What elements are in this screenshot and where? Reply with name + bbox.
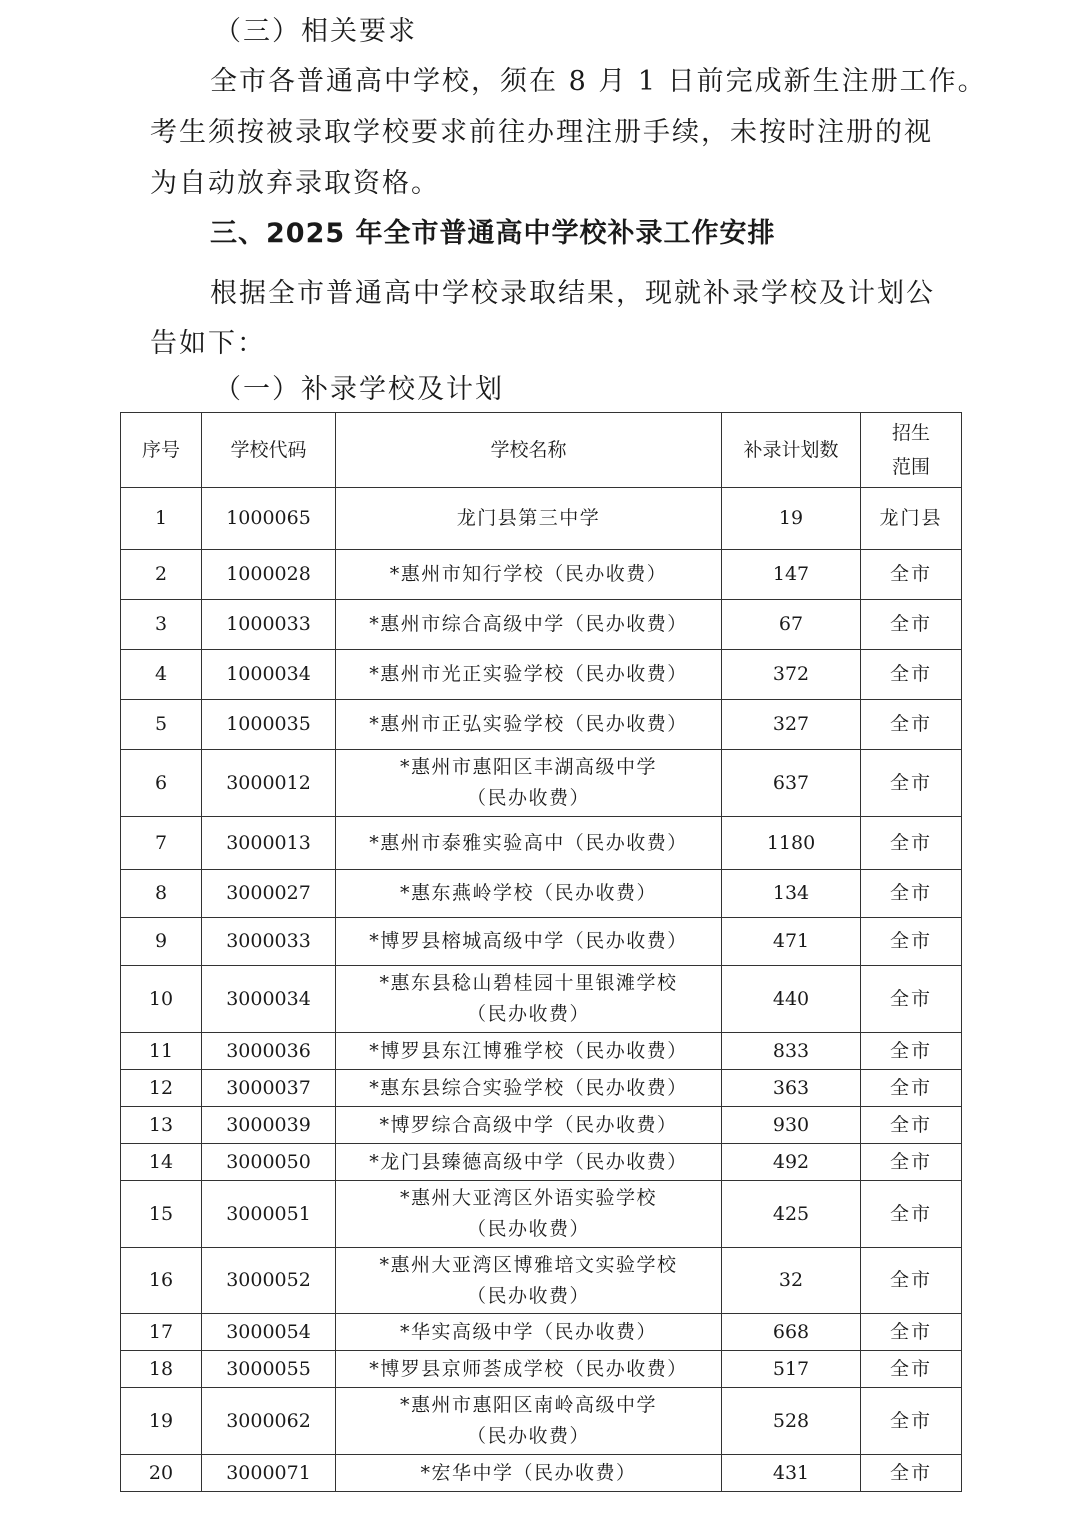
row-seq: 3 <box>121 600 202 650</box>
row-school-name: *龙门县臻德高级中学（民办收费） <box>336 1144 722 1181</box>
row-enrollment-range: 全市 <box>861 1314 962 1351</box>
row-seq: 10 <box>121 966 202 1033</box>
table-row <box>121 600 962 650</box>
row-seq: 16 <box>121 1248 202 1314</box>
row-enrollment-range: 全市 <box>861 1070 962 1107</box>
row-enrollment-range: 全市 <box>861 700 962 750</box>
row-school-name: *博罗综合高级中学（民办收费） <box>336 1107 722 1144</box>
row-school-code: 3000051 <box>202 1181 336 1248</box>
row-seq: 2 <box>121 550 202 600</box>
row-school-name: *惠州市知行学校（民办收费） <box>336 550 722 600</box>
row-plan-count: 67 <box>722 600 861 650</box>
row-school-name: *惠东燕岭学校（民办收费） <box>336 870 722 918</box>
table-row <box>121 1107 962 1144</box>
row-plan-count: 471 <box>722 918 861 966</box>
row-enrollment-range: 全市 <box>861 918 962 966</box>
row-school-code: 3000055 <box>202 1351 336 1388</box>
table-row <box>121 870 962 918</box>
row-enrollment-range: 全市 <box>861 1248 962 1314</box>
row-plan-count: 134 <box>722 870 861 918</box>
header-school-name: 学校名称 <box>336 413 722 488</box>
row-school-name: *宏华中学（民办收费） <box>336 1455 722 1492</box>
table-row <box>121 1314 962 1351</box>
table-row <box>121 817 962 870</box>
table-row <box>121 918 962 966</box>
row-school-name: *惠州大亚湾区外语实验学校 （民办收费） <box>336 1181 722 1248</box>
row-enrollment-range: 全市 <box>861 600 962 650</box>
row-plan-count: 440 <box>722 966 861 1033</box>
header-enrollment-range: 招生 范围 <box>861 413 962 488</box>
table-row <box>121 700 962 750</box>
table-row <box>121 1144 962 1181</box>
row-enrollment-range: 全市 <box>861 1033 962 1070</box>
row-school-code: 3000033 <box>202 918 336 966</box>
row-plan-count: 147 <box>722 550 861 600</box>
table-row <box>121 1455 962 1492</box>
row-school-code: 3000052 <box>202 1248 336 1314</box>
row-enrollment-range: 全市 <box>861 817 962 870</box>
row-plan-count: 492 <box>722 1144 861 1181</box>
row-school-name: *惠州市正弘实验学校（民办收费） <box>336 700 722 750</box>
table-row <box>121 750 962 817</box>
row-school-name: 龙门县第三中学 <box>336 488 722 550</box>
row-seq: 13 <box>121 1107 202 1144</box>
table-header-row <box>121 413 962 488</box>
row-plan-count: 425 <box>722 1181 861 1248</box>
row-enrollment-range: 全市 <box>861 1351 962 1388</box>
row-plan-count: 528 <box>722 1388 861 1455</box>
row-enrollment-range: 全市 <box>861 1455 962 1492</box>
table-row <box>121 550 962 600</box>
row-seq: 9 <box>121 918 202 966</box>
row-school-name: *惠州市惠阳区丰湖高级中学 （民办收费） <box>336 750 722 817</box>
row-enrollment-range: 全市 <box>861 1107 962 1144</box>
table-row <box>121 1181 962 1248</box>
row-school-code: 3000013 <box>202 817 336 870</box>
row-school-name: *惠州市综合高级中学（民办收费） <box>336 600 722 650</box>
row-plan-count: 32 <box>722 1248 861 1314</box>
row-school-code: 1000033 <box>202 600 336 650</box>
row-enrollment-range: 龙门县 <box>861 488 962 550</box>
table-row <box>121 1070 962 1107</box>
row-seq: 4 <box>121 650 202 700</box>
row-school-name: *惠州市泰雅实验高中（民办收费） <box>336 817 722 870</box>
row-plan-count: 372 <box>722 650 861 700</box>
table-row <box>121 650 962 700</box>
row-school-name: *博罗县京师荟成学校（民办收费） <box>336 1351 722 1388</box>
row-school-name: *惠东县稔山碧桂园十里银滩学校 （民办收费） <box>336 966 722 1033</box>
row-school-code: 3000054 <box>202 1314 336 1351</box>
row-plan-count: 363 <box>722 1070 861 1107</box>
row-plan-count: 833 <box>722 1033 861 1070</box>
row-seq: 20 <box>121 1455 202 1492</box>
paragraph-line: 告如下： <box>150 328 266 359</box>
row-seq: 17 <box>121 1314 202 1351</box>
paragraph-line: 全市各普通高中学校，须在 8 月 1 日前完成新生注册工作。 <box>210 66 987 97</box>
supplementary-plan-table <box>120 412 962 1492</box>
row-school-name: *惠东县综合实验学校（民办收费） <box>336 1070 722 1107</box>
row-enrollment-range: 全市 <box>861 1181 962 1248</box>
subsection-heading-plan: （一）补录学校及计划 <box>214 374 504 405</box>
row-plan-count: 1180 <box>722 817 861 870</box>
header-plan-count: 补录计划数 <box>722 413 861 488</box>
table-row <box>121 488 962 550</box>
row-enrollment-range: 全市 <box>861 550 962 600</box>
row-school-name: *博罗县东江博雅学校（民办收费） <box>336 1033 722 1070</box>
row-school-code: 1000028 <box>202 550 336 600</box>
section-heading-supplementary: 三、2025 年全市普通高中学校补录工作安排 <box>210 218 776 249</box>
row-enrollment-range: 全市 <box>861 870 962 918</box>
row-school-code: 3000012 <box>202 750 336 817</box>
row-school-code: 3000034 <box>202 966 336 1033</box>
row-enrollment-range: 全市 <box>861 650 962 700</box>
header-school-code: 学校代码 <box>202 413 336 488</box>
row-seq: 12 <box>121 1070 202 1107</box>
row-school-code: 3000050 <box>202 1144 336 1181</box>
row-seq: 7 <box>121 817 202 870</box>
paragraph-line: 为自动放弃录取资格。 <box>150 168 440 199</box>
row-enrollment-range: 全市 <box>861 966 962 1033</box>
table-row <box>121 966 962 1033</box>
row-school-code: 3000062 <box>202 1388 336 1455</box>
row-school-name: *惠州市光正实验学校（民办收费） <box>336 650 722 700</box>
row-seq: 5 <box>121 700 202 750</box>
row-enrollment-range: 全市 <box>861 1144 962 1181</box>
row-school-code: 3000071 <box>202 1455 336 1492</box>
row-school-code: 1000034 <box>202 650 336 700</box>
row-seq: 19 <box>121 1388 202 1455</box>
table-row <box>121 1033 962 1070</box>
row-school-code: 3000037 <box>202 1070 336 1107</box>
row-school-code: 3000036 <box>202 1033 336 1070</box>
table-row <box>121 1248 962 1314</box>
row-plan-count: 517 <box>722 1351 861 1388</box>
row-plan-count: 327 <box>722 700 861 750</box>
row-school-name: *华实高级中学（民办收费） <box>336 1314 722 1351</box>
row-school-name: *博罗县榕城高级中学（民办收费） <box>336 918 722 966</box>
row-school-code: 1000065 <box>202 488 336 550</box>
row-seq: 1 <box>121 488 202 550</box>
table-row <box>121 1388 962 1455</box>
row-seq: 14 <box>121 1144 202 1181</box>
row-seq: 8 <box>121 870 202 918</box>
section-heading-requirements: （三）相关要求 <box>214 16 417 47</box>
paragraph-line: 根据全市普通高中学校录取结果，现就补录学校及计划公 <box>210 278 935 309</box>
header-seq: 序号 <box>121 413 202 488</box>
row-enrollment-range: 全市 <box>861 750 962 817</box>
row-seq: 6 <box>121 750 202 817</box>
row-school-name: *惠州大亚湾区博雅培文实验学校 （民办收费） <box>336 1248 722 1314</box>
row-plan-count: 668 <box>722 1314 861 1351</box>
row-school-code: 1000035 <box>202 700 336 750</box>
row-school-name: *惠州市惠阳区南岭高级中学 （民办收费） <box>336 1388 722 1455</box>
row-plan-count: 19 <box>722 488 861 550</box>
row-plan-count: 930 <box>722 1107 861 1144</box>
row-plan-count: 637 <box>722 750 861 817</box>
row-plan-count: 431 <box>722 1455 861 1492</box>
row-school-code: 3000027 <box>202 870 336 918</box>
row-enrollment-range: 全市 <box>861 1388 962 1455</box>
row-school-code: 3000039 <box>202 1107 336 1144</box>
row-seq: 18 <box>121 1351 202 1388</box>
table-row <box>121 1351 962 1388</box>
paragraph-line: 考生须按被录取学校要求前往办理注册手续，未按时注册的视 <box>150 117 933 148</box>
row-seq: 11 <box>121 1033 202 1070</box>
row-seq: 15 <box>121 1181 202 1248</box>
